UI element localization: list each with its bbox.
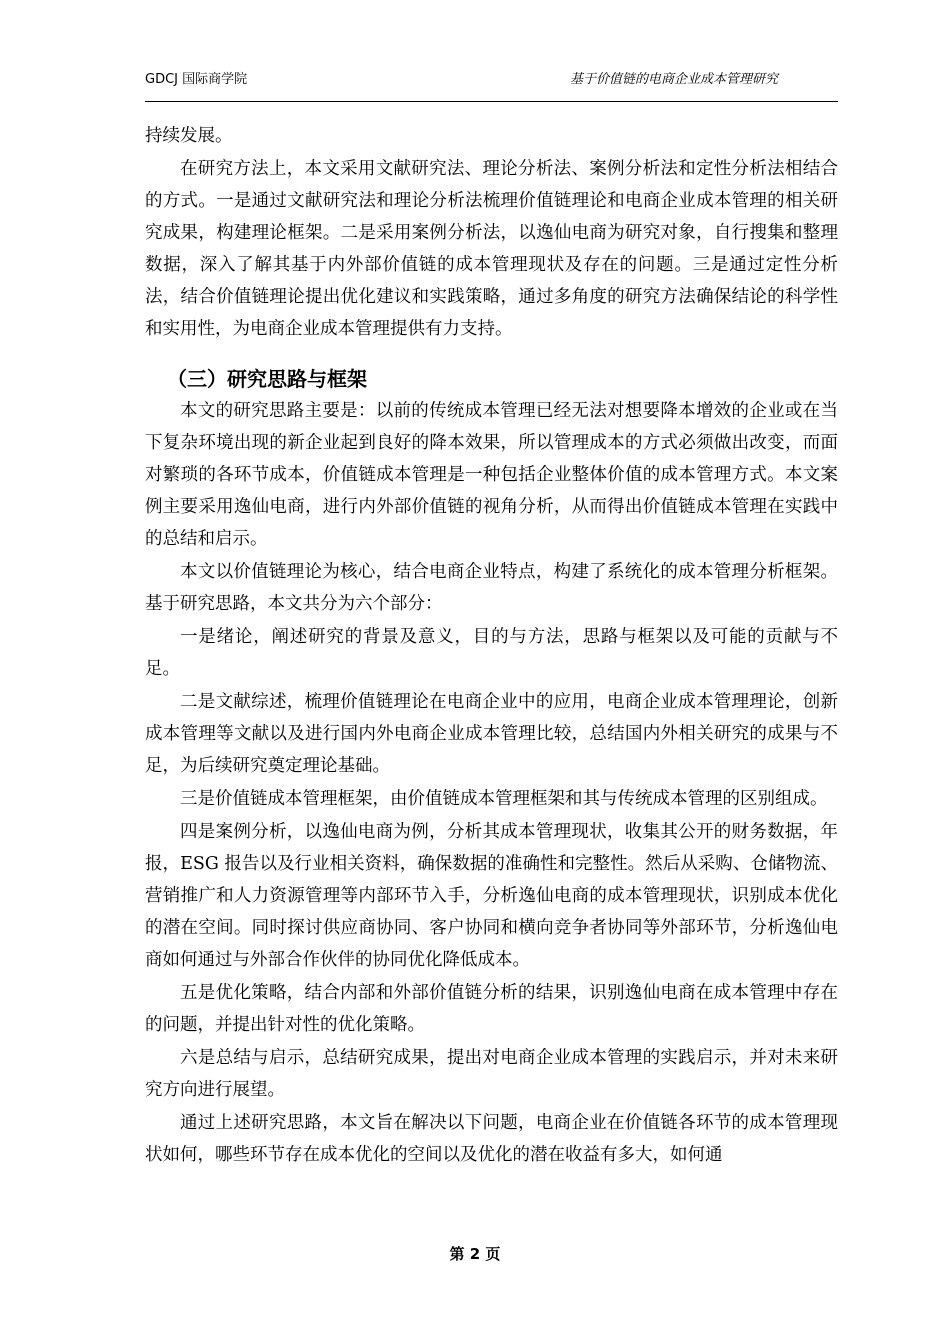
paragraph-part-five: 五是优化策略，结合内部和外部价值链分析的结果，识别逸仙电商在成本管理中存在的问题，并提出针对性的优化策略。 — [145, 983, 838, 1035]
paragraph-part-four: 四是案例分析，以逸仙电商为例，分析其成本管理现状，收集其公开的财务数据，年报，ESG 报告以及行业相关资料，确保数据的准确性和完整性。然后从采购、仓储物流、营销推广和人力资源管理等内部环节入手，分析逸仙电商的成本管理现状，识别成本优化的潜在空间。同时探讨供应商协同、客户协同和横向竞争者协同等外部环节，分析逸仙电商如何通过与外部合作伙伴的协同优化降低成本。 — [145, 822, 838, 970]
header-divider — [145, 101, 838, 102]
paragraph-research-questions: 通过上述研究思路，本文旨在解决以下问题，电商企业在价值链各环节的成本管理现状如何，哪些环节存在成本优化的空间以及优化的潜在收益有多大，如何通 — [145, 1113, 838, 1165]
header-paper-title: 基于价值链的电商企业成本管理研究 — [569, 72, 778, 87]
paragraph-part-one: 一是绪论，阐述研究的背景及意义，目的与方法，思路与框架以及可能的贡献与不足。 — [145, 627, 838, 679]
page-body — [145, 120, 838, 1172]
paragraph-part-two: 二是文献综述，梳理价值链理论在电商企业中的应用，电商企业成本管理理论，创新成本管理等文献以及进行国内外电商企业成本管理比较，总结国内外相关研究的成果与不足，为后续研究奠定理论基础。 — [145, 692, 838, 776]
page-number: 第 2 页 — [449, 1245, 501, 1263]
paragraph-research-methods: 在研究方法上，本文采用文献研究法、理论分析法、案例分析法和定性分析法相结合的方式。一是通过文献研究法和理论分析法梳理价值链理论和电商企业成本管理的相关研究成果，构建理论框架。二是采用案例分析法，以逸仙电商为研究对象，自行搜集和整理数据，深入了解其基于内外部价值链的成本管理现状及存在的问题。三是通过定性分析法，结合价值链理论提出优化建议和实践策略，通过多角度的研究方法确保结论的科学性和实用性，为电商企业成本管理提供有力支持。 — [145, 159, 838, 339]
page-header — [145, 64, 838, 88]
header-institution: GDCJ 国际商学院 — [145, 72, 248, 87]
paragraph-part-six: 六是总结与启示，总结研究成果，提出对电商企业成本管理的实践启示，并对未来研究方向进行展望。 — [145, 1048, 838, 1100]
paragraph-framework-intro: 本文以价值链理论为核心，结合电商企业特点，构建了系统化的成本管理分析框架。基于研究思路，本文共分为六个部分： — [145, 562, 838, 614]
section-heading: （三）研究思路与框架 — [167, 367, 367, 391]
paragraph-continuation: 持续发展。 — [145, 126, 233, 146]
paragraph-part-three: 三是价值链成本管理框架，由价值链成本管理框架和其与传统成本管理的区别组成。 — [180, 789, 828, 809]
paragraph-research-approach: 本文的研究思路主要是：以前的传统成本管理已经无法对想要降本增效的企业或在当下复杂环境出现的新企业起到良好的降本效果，所以管理成本的方式必须做出改变，而面对繁琐的各环节成本，价值链成本管理是一种包括企业整体价值的成本管理方式。本文案例主要采用逸仙电商，进行内外部价值链的视角分析，从而得出价值链成本管理在实践中的总结和启示。 — [145, 401, 838, 549]
